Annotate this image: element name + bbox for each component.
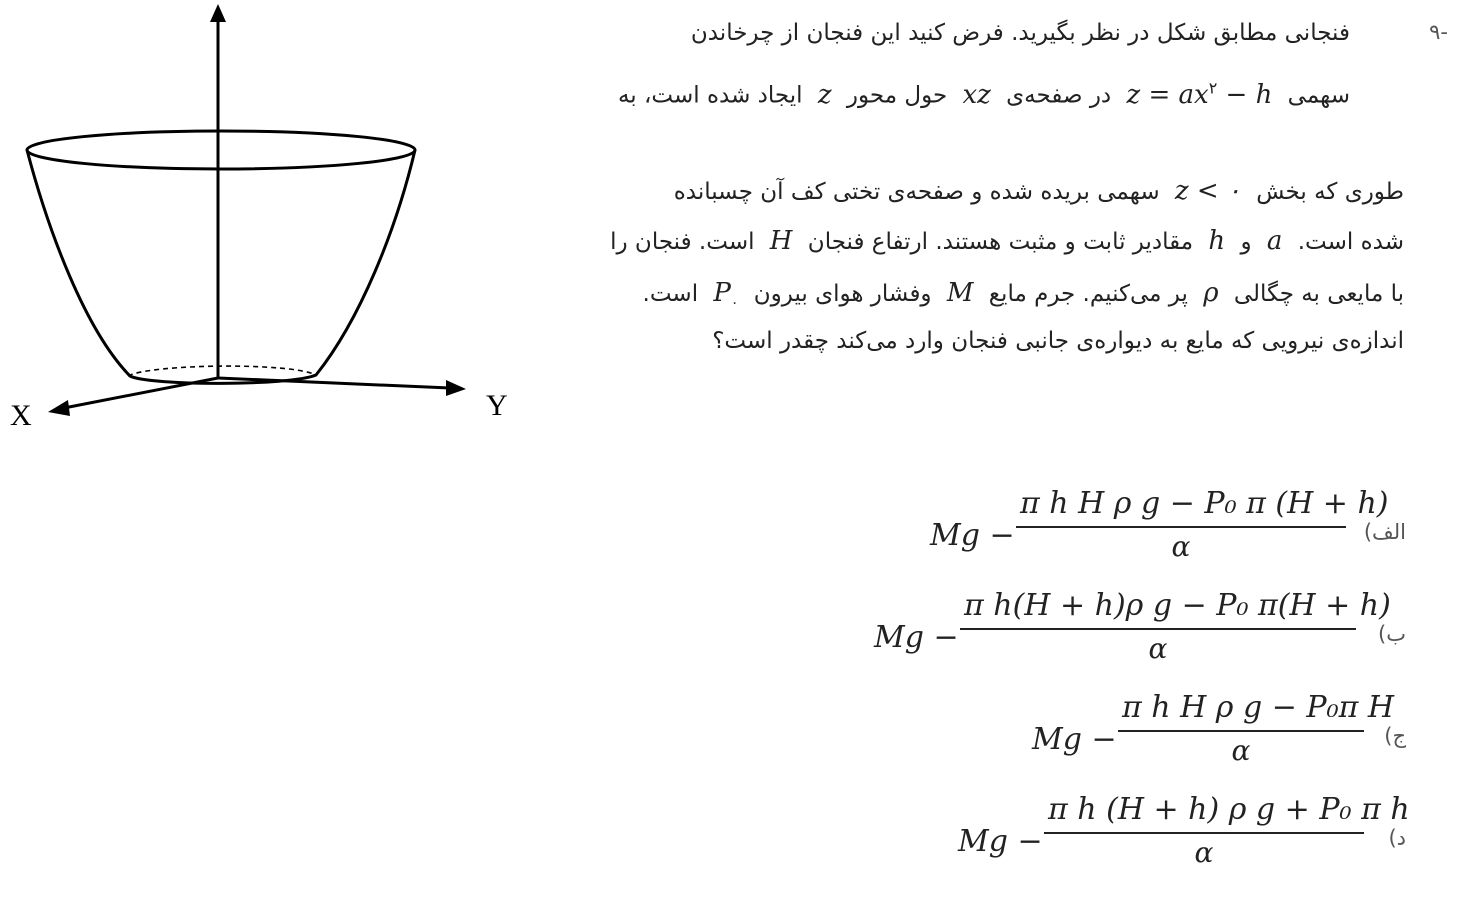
math-h: h [1208, 226, 1226, 256]
option-label-d: د) [1388, 826, 1406, 850]
question-line-5 [643, 278, 1404, 311]
question-line-4 [610, 226, 1404, 256]
math-z-negative: z < ۰ [1174, 176, 1241, 206]
x-axis-label: X [10, 399, 32, 432]
option-lead: Mg − [1032, 722, 1117, 757]
question-text: شده است. [1297, 229, 1404, 255]
option-denominator: α [1194, 836, 1214, 869]
option-lead: Mg − [958, 824, 1043, 859]
cup-bottom-back [128, 366, 316, 376]
question-line-1 [691, 20, 1350, 46]
question-line-2 [618, 78, 1350, 110]
question-text: و [1240, 229, 1252, 255]
question-line-3 [674, 176, 1404, 206]
option-denominator: α [1148, 632, 1168, 665]
question-text: فنجانی مطابق شکل در نظر بگیرید. فرض کنید این فنجان از چرخاندن [690, 20, 1350, 46]
option-numerator: π h (H + h) ρ g + P₀ π h [1048, 792, 1410, 827]
question-text: اندازه‌ی نیرویی که مایع به دیواره‌ی جانبی فنجان وارد می‌کند چقدر است؟ [712, 328, 1404, 354]
question-text: مقادیر ثابت و مثبت هستند. ارتفاع فنجان [807, 229, 1194, 255]
x-axis [64, 378, 218, 408]
option-numerator: π h H ρ g − P₀π H [1122, 690, 1395, 725]
cup-rim [27, 131, 415, 169]
option-numerator: π h H ρ g − P₀ π (H + h) [1020, 486, 1389, 521]
math-M: M [946, 278, 974, 308]
question-number: -۹ [1429, 20, 1448, 44]
x-axis-arrowhead [48, 400, 70, 416]
math-H: H [769, 226, 793, 256]
math-P0: $P_۰$ [713, 278, 739, 312]
math-rho: ρ [1203, 278, 1219, 308]
question-text: سهمی بریده شده و صفحه‌ی تختی کف آن چسبانده [673, 179, 1160, 205]
option-numerator: π h(H + h)ρ g − P₀ π(H + h) [964, 588, 1391, 623]
math-z: z [817, 79, 832, 110]
y-axis-label: Y [486, 389, 508, 422]
option-fraction [960, 586, 1391, 668]
option-lead: Mg − [930, 518, 1015, 553]
math-parabola: $z = ax^۲ - h$ [1126, 78, 1273, 110]
option-fraction [1044, 790, 1410, 872]
question-text: پر می‌کنیم. جرم مایع [988, 281, 1188, 307]
option-fraction [1118, 688, 1395, 770]
cup-figure [0, 0, 520, 440]
question-text: سهمی [1287, 82, 1350, 109]
z-axis-arrowhead [210, 4, 226, 22]
option-denominator: α [1171, 530, 1191, 563]
option-denominator: α [1231, 734, 1251, 767]
question-text: است. [642, 281, 699, 307]
y-axis-arrowhead [446, 380, 466, 396]
question-text: در صفحه‌ی [1006, 82, 1112, 109]
question-text: است. فنجان را [610, 229, 755, 255]
option-lead: Mg − [874, 620, 959, 655]
option-label-b: ب) [1378, 622, 1406, 646]
cup-wall [27, 150, 415, 383]
question-line-6 [712, 328, 1404, 354]
question-text: طوری که بخش [1256, 179, 1404, 205]
question-text: حول محور [846, 82, 948, 109]
question-text: با مایعی به چگالی [1233, 281, 1404, 307]
option-label-c: ج) [1384, 724, 1406, 748]
math-a: a [1266, 226, 1283, 256]
option-label-a: الف) [1363, 520, 1406, 544]
question-text: وفشار هوای بیرون [753, 281, 932, 307]
question-text: ایجاد شده است، به [617, 82, 803, 109]
math-xz: xz [962, 79, 991, 110]
